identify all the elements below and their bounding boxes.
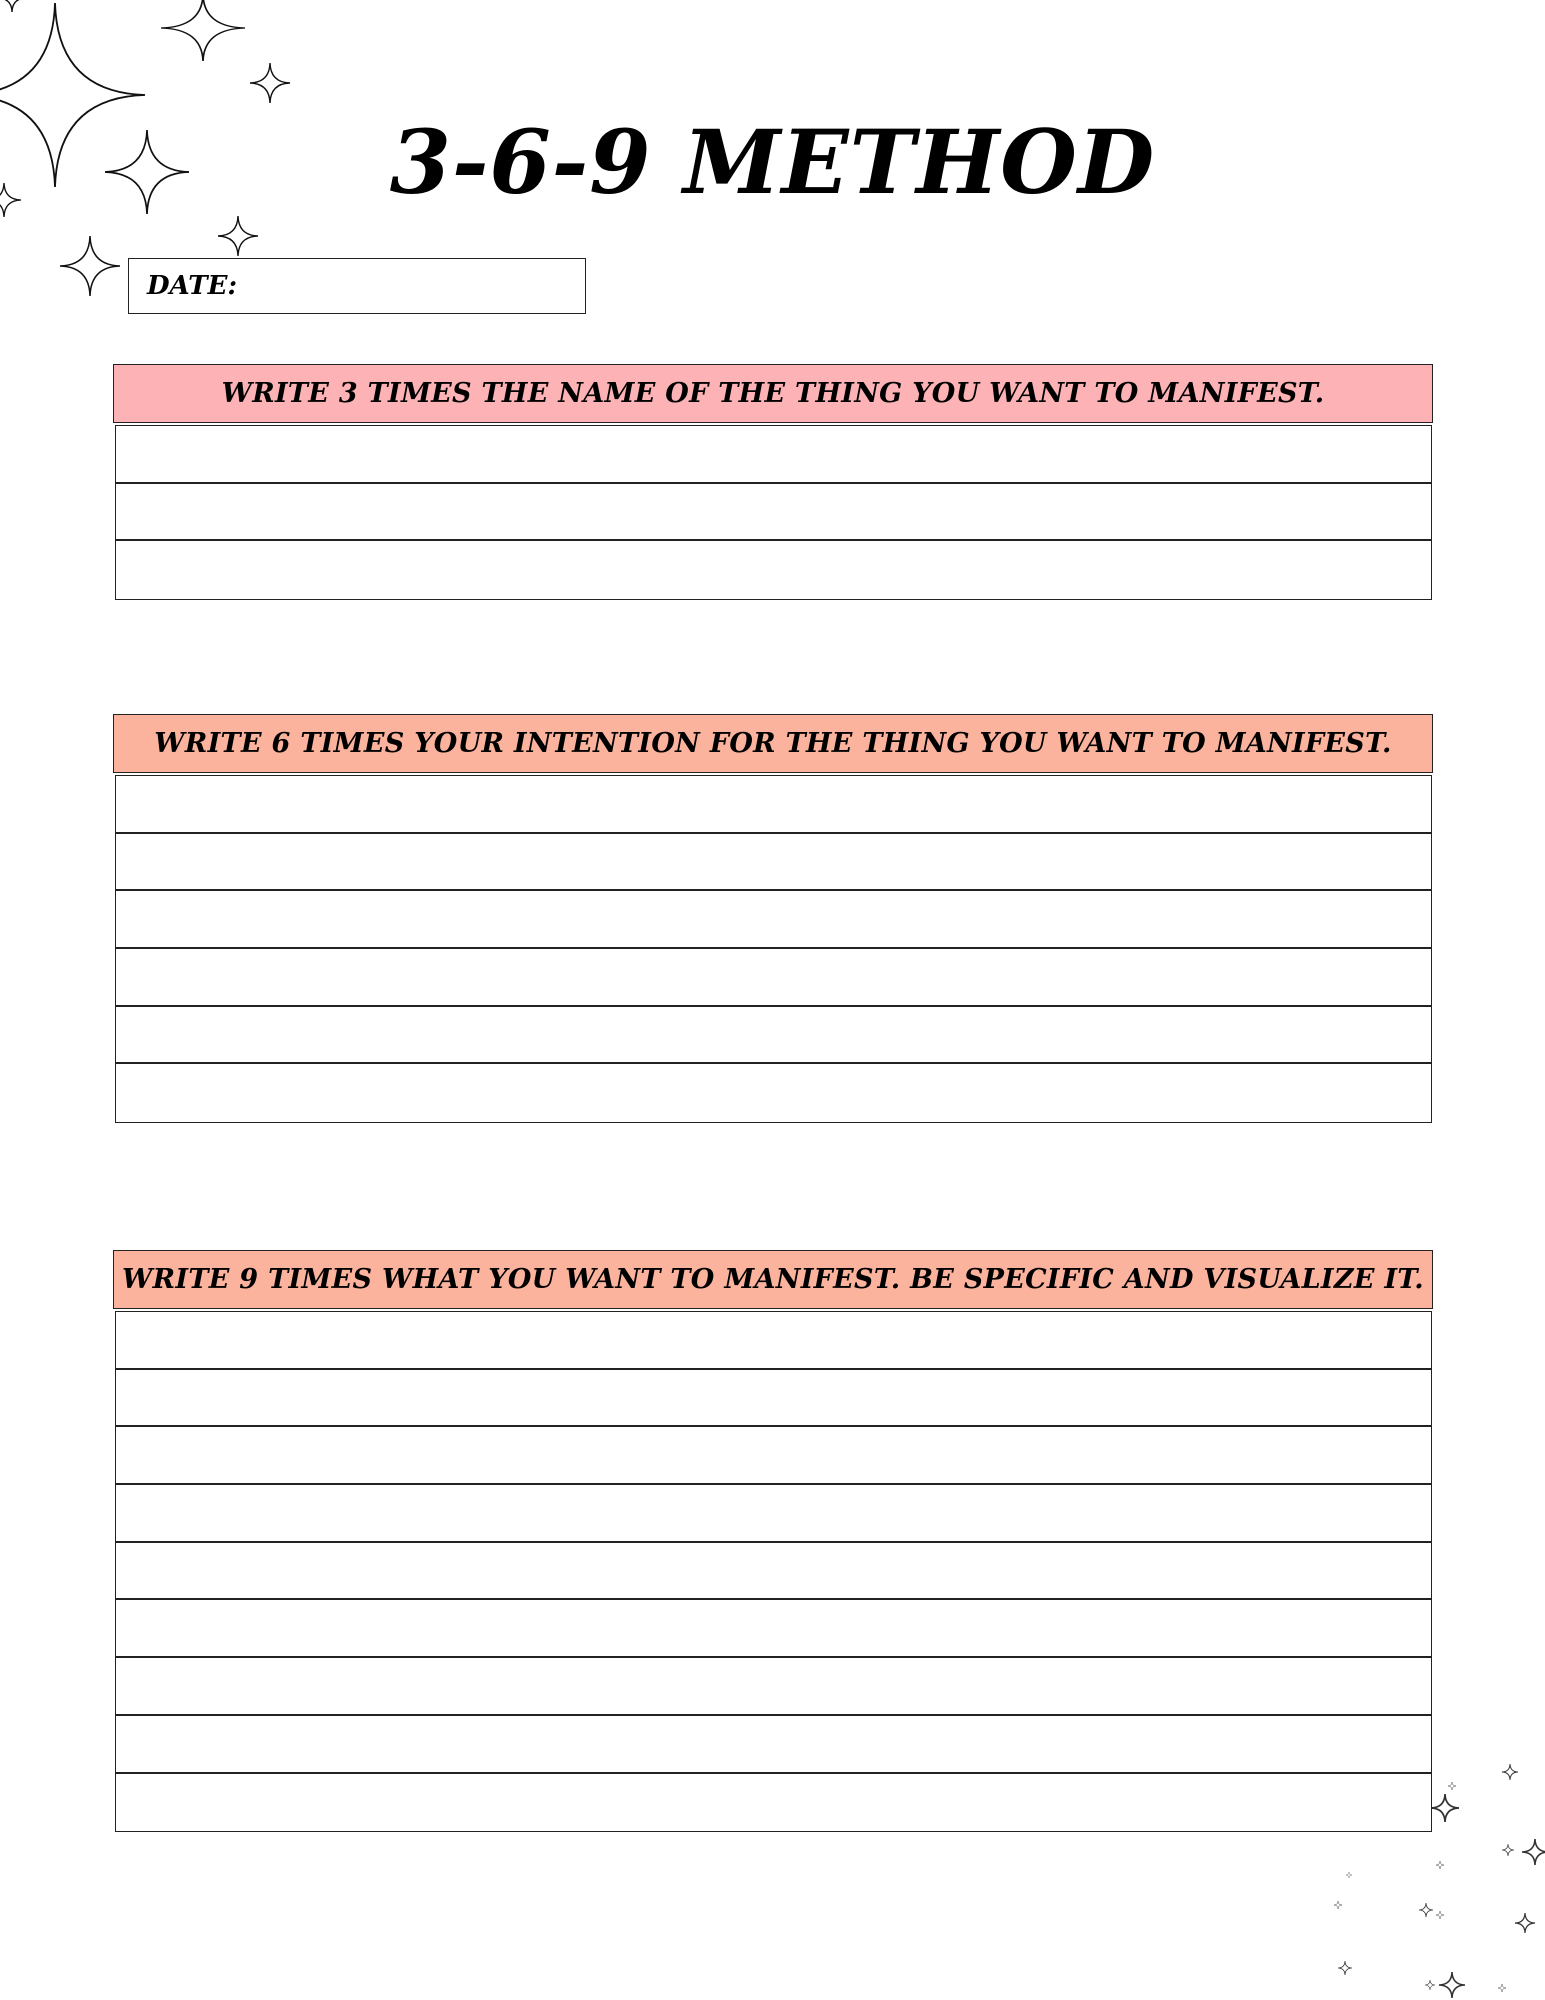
writing-line[interactable] xyxy=(116,776,1431,834)
sparkle-icon xyxy=(1419,1903,1433,1917)
writing-line[interactable] xyxy=(116,1543,1431,1601)
writing-line[interactable] xyxy=(116,1485,1431,1543)
writing-lines xyxy=(115,425,1432,600)
date-label: DATE: xyxy=(147,271,238,301)
sparkle-icon xyxy=(1439,1972,1465,1998)
sparkle-icon xyxy=(1436,1911,1444,1919)
date-field[interactable] xyxy=(128,258,586,314)
section-heading: WRITE 9 TIMES WHAT YOU WANT TO MANIFEST. BE SPECIFIC AND VISUALIZE IT. xyxy=(113,1250,1433,1309)
writing-line[interactable] xyxy=(116,949,1431,1007)
section-nine-times xyxy=(113,1250,1433,1832)
page-title: 3-6-9 METHOD xyxy=(389,110,1156,214)
sparkle-icon xyxy=(161,0,245,61)
sparkle-icon xyxy=(1338,1961,1352,1975)
writing-line[interactable] xyxy=(116,1064,1431,1122)
sparkle-icon xyxy=(1431,1794,1459,1822)
writing-line[interactable] xyxy=(116,891,1431,949)
writing-line[interactable] xyxy=(116,1600,1431,1658)
writing-line[interactable] xyxy=(116,484,1431,542)
writing-lines xyxy=(115,1311,1432,1832)
section-heading: WRITE 3 TIMES THE NAME OF THE THING YOU WANT TO MANIFEST. xyxy=(113,364,1433,423)
sparkle-icon xyxy=(1502,1844,1514,1856)
writing-line[interactable] xyxy=(116,541,1431,599)
section-heading: WRITE 6 TIMES YOUR INTENTION FOR THE THING YOU WANT TO MANIFEST. xyxy=(113,714,1433,773)
sparkle-icon xyxy=(1522,1839,1545,1865)
writing-line[interactable] xyxy=(116,834,1431,892)
sparkle-icon xyxy=(1448,1782,1456,1790)
sparkle-icon xyxy=(218,216,258,256)
writing-line[interactable] xyxy=(116,1658,1431,1716)
writing-line[interactable] xyxy=(116,1007,1431,1065)
sparkle-icon xyxy=(1498,1984,1506,1992)
writing-line[interactable] xyxy=(116,1716,1431,1774)
writing-line[interactable] xyxy=(116,426,1431,484)
sparkle-icon xyxy=(1515,1913,1535,1933)
sparkle-icon xyxy=(1436,1861,1444,1869)
writing-line[interactable] xyxy=(116,1774,1431,1832)
writing-line[interactable] xyxy=(116,1427,1431,1485)
sparkle-icon xyxy=(250,63,290,103)
section-six-times xyxy=(113,714,1433,1123)
sparkle-icon xyxy=(0,0,26,12)
writing-line[interactable] xyxy=(116,1370,1431,1428)
sparkle-icon xyxy=(1346,1872,1352,1878)
writing-line[interactable] xyxy=(116,1312,1431,1370)
sparkle-icon xyxy=(1502,1764,1518,1780)
sparkle-icon xyxy=(1334,1901,1342,1909)
section-three-times xyxy=(113,364,1433,600)
sparkle-icon xyxy=(60,236,120,296)
sparkle-icon xyxy=(1425,1980,1435,1990)
writing-lines xyxy=(115,775,1432,1123)
